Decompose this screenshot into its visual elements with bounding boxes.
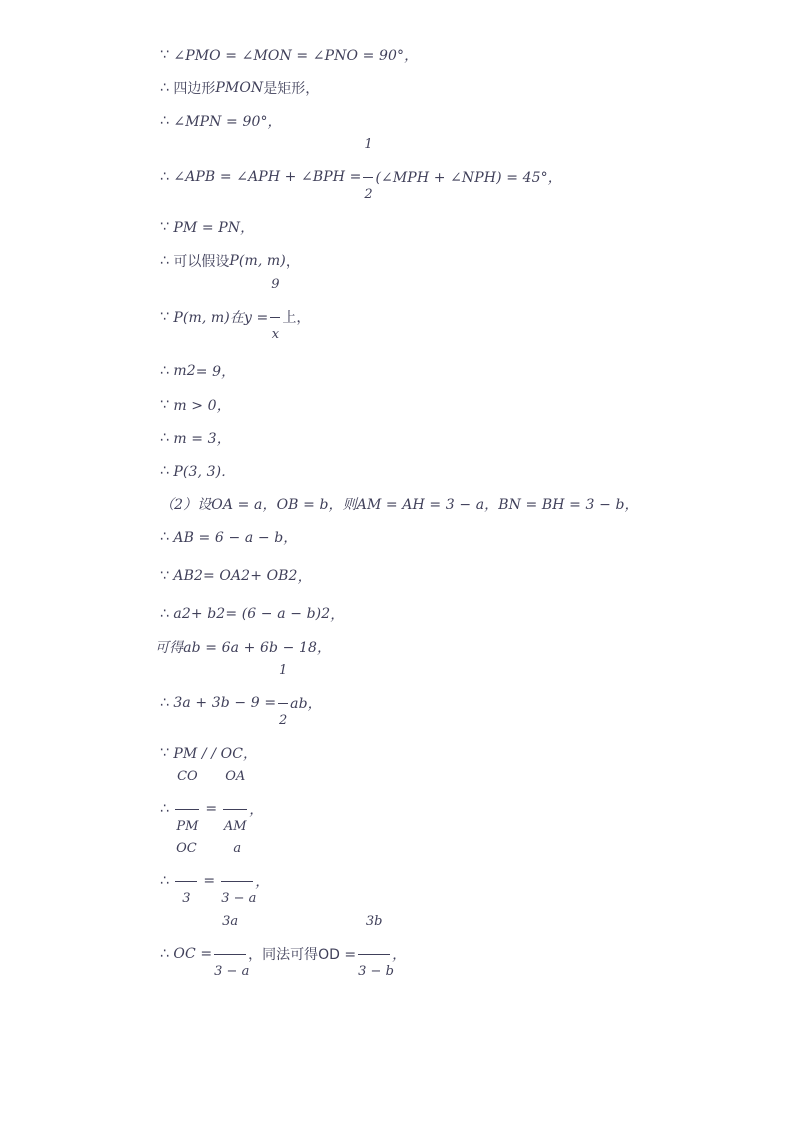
fraction-bar [278,703,288,704]
math-expression: AB [173,568,194,584]
math-expression: P(3, 3)． [173,464,236,480]
math-expression: PMON [215,80,264,96]
fraction-denominator: PM [176,819,199,834]
math-expression: ， [392,947,407,963]
math-expression: OC = [173,946,213,962]
fraction [223,769,247,834]
because-symbol: ∵ [160,219,169,235]
fraction-bar [175,809,199,810]
because-symbol: ∵ [160,309,169,325]
math-expression: + b [190,606,217,622]
therefore-symbol: ∴ [160,363,169,379]
fraction [221,841,257,906]
fraction [214,914,250,979]
fraction-numerator: 1 [364,137,373,152]
fraction-bar [221,881,253,882]
fraction-numerator: a [233,841,242,856]
fraction-numerator: OC [176,841,197,856]
therefore-symbol: ∴ [160,430,169,446]
fraction-denominator: AM [223,819,247,834]
fraction-numerator: 3b [365,914,383,929]
fraction [278,663,288,728]
fraction [363,137,373,202]
math-expression: (∠MPH + ∠NPH) = 45°， [375,170,562,186]
math-expression: = (6 − a − b) [225,606,322,622]
proof-line [160,457,235,485]
math-expression: ， [297,569,312,585]
fraction-numerator: 1 [279,663,288,678]
fraction [270,277,280,342]
fraction-denominator: x [271,327,280,342]
fraction-denominator: 3 − a [214,964,250,979]
proof-line [160,769,264,834]
therefore-symbol: ∴ [160,946,169,962]
math-expression: ∠MPN = 90°， [173,114,282,130]
proof-line [155,633,331,661]
fraction-denominator: 3 [182,891,191,906]
fraction-denominator: 3 − a [221,891,257,906]
text-segment: 四边形 [173,81,216,97]
proof-line [160,213,254,241]
text-segment: ， [285,254,300,270]
math-expression: ， [330,607,345,623]
proof-line [160,663,322,728]
proof-line [160,914,407,979]
therefore-symbol: ∴ [160,113,169,129]
fraction-numerator: 9 [271,277,280,292]
fraction [358,914,394,979]
therefore-symbol: ∴ [160,463,169,479]
fraction-numerator: 3a [222,914,239,929]
text-segment: ，同法可得OD = [248,947,357,963]
therefore-symbol: ∴ [160,873,169,889]
fraction-numerator: OA [225,769,246,784]
because-symbol: ∵ [160,47,169,63]
proof-line [160,739,257,767]
proof-line [160,277,311,342]
proof-line [160,247,300,275]
fraction-numerator: CO [177,769,198,784]
math-expression: a [173,606,182,622]
therefore-symbol: ∴ [160,801,169,817]
math-expression: AB = 6 − a − b， [173,530,298,546]
fraction-denominator: 2 [279,713,288,728]
proof-line [160,841,270,906]
math-expression: ， [249,802,264,818]
fraction-bar [175,881,197,882]
math-expression: m = 3， [173,431,231,447]
math-expression: 3a + 3b − 9 = [173,695,277,711]
therefore-symbol: ∴ [160,80,169,96]
math-expression: PM = PN， [173,220,255,236]
fraction-bar [358,954,390,955]
math-expression: P(m, m)在y = [173,310,269,326]
math-expression: ∠APB = ∠APH + ∠BPH = [173,169,362,185]
fraction-denominator: 3 − b [358,964,394,979]
math-expression: = OA [203,568,242,584]
proof-line: ∴ a 2 + b 2 = (6 − a − b) 2 ， [160,606,345,623]
fraction [175,841,197,906]
math-expression: ， [255,874,270,890]
math-expression: ab， [290,696,322,712]
proof-line [160,523,297,551]
therefore-symbol: ∴ [160,529,169,545]
fraction-bar [223,809,247,810]
proof-line [160,490,639,518]
therefore-symbol: ∴ [160,695,169,711]
math-expression: = 9， [195,364,236,380]
proof-line [160,424,231,452]
proof-line: ∴ m 2 = 9， [160,363,236,380]
equals-sign: = [203,873,216,889]
because-symbol: ∵ [160,568,169,584]
therefore-symbol: ∴ [160,606,169,622]
text-segment: 上， [282,310,311,326]
fraction [175,769,199,834]
proof-line [160,391,231,419]
math-expression: 可得ab = 6a + 6b − 18， [155,640,332,656]
math-expression: m > 0， [173,398,231,414]
proof-line [160,41,418,69]
math-expression: P(m, m) [229,253,286,269]
therefore-symbol: ∴ [160,253,169,269]
because-symbol: ∵ [160,397,169,413]
proof-line [160,74,319,102]
proof-line [160,107,282,135]
equals-sign: = [205,801,218,817]
fraction-denominator: 2 [364,187,373,202]
because-symbol: ∵ [160,745,169,761]
fraction-bar [214,954,246,955]
math-expression: + OB [250,568,289,584]
text-segment: 是矩形， [263,81,320,97]
math-expression: PM / / OC， [173,746,258,762]
math-expression: m [173,363,187,379]
fraction-bar [363,177,373,178]
text-segment: 可以假设 [173,254,230,270]
proof-line [160,137,562,202]
proof-line: ∵ AB 2 = OA 2 + OB 2 ， [160,568,312,585]
math-expression: （2）设OA = a，OB = b，则AM = AH = 3 − a，BN = BH = 3 − b， [160,497,639,513]
math-expression: ∠PMO = ∠MON = ∠PNO = 90°， [173,48,419,64]
therefore-symbol: ∴ [160,169,169,185]
fraction-bar [270,317,280,318]
